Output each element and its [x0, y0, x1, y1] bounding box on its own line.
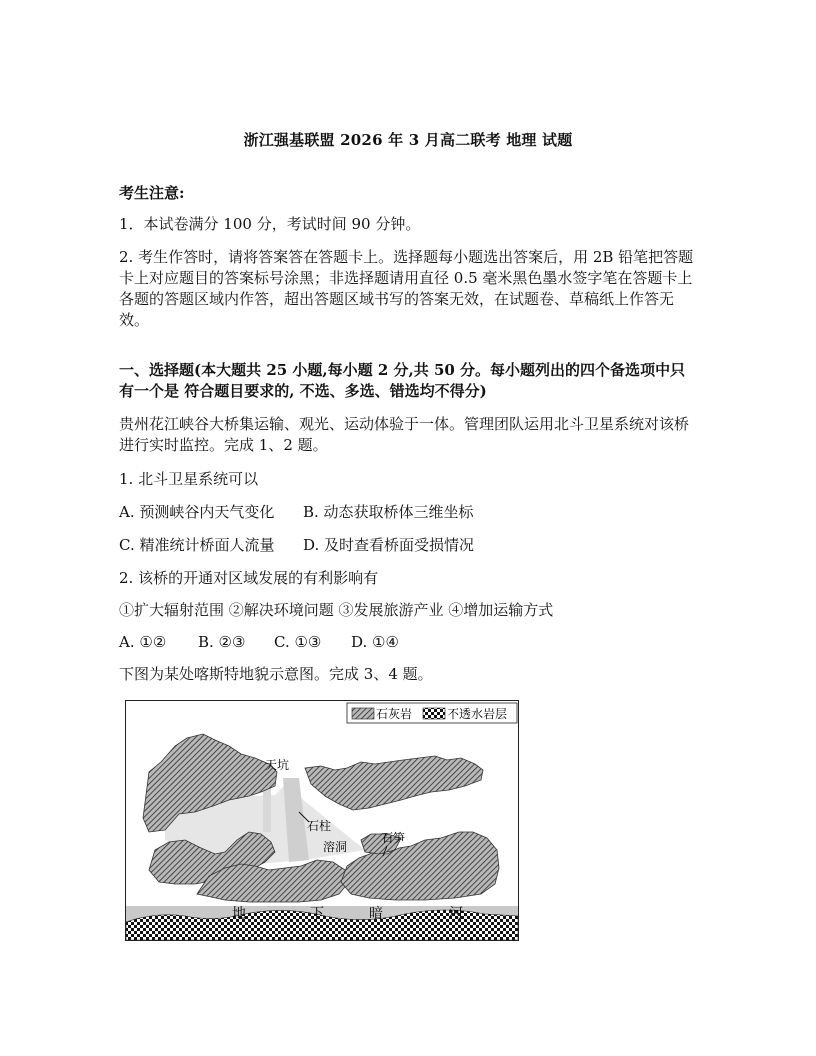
river-char-2: 下	[310, 906, 324, 922]
question-intro-1: 贵州花江峡谷大桥集运输、观光、运动体验于一体。管理团队运用北斗卫星系统对该桥进行实时监控。完成 1、2 题。	[119, 415, 690, 454]
option-2b: B. ②③	[198, 633, 246, 651]
label-rongdong: 溶洞	[323, 840, 348, 854]
question-intro-2: 下图为某处喀斯特地貌示意图。完成 3、4 题。	[119, 665, 433, 683]
option-1b: B. 动态获取桥体三维坐标	[303, 503, 474, 521]
river-char-3: 暗	[369, 906, 383, 922]
option-2a: A. ①②	[119, 633, 167, 651]
river-char-1: 地	[232, 906, 246, 922]
stalactite-drip	[263, 788, 271, 832]
question-2-stem: 2. 该桥的开通对区域发展的有利影响有	[119, 569, 379, 587]
label-tiankeng: 天坑	[265, 758, 290, 772]
option-1c: C. 精准统计桥面人流量	[119, 536, 275, 554]
karst-diagram-svg	[125, 700, 519, 941]
legend-impermeable-label: 不透水岩层	[447, 707, 508, 721]
question-1-options-row2	[119, 535, 474, 556]
option-2c: C. ①③	[274, 633, 322, 651]
label-shizhu: 石柱	[307, 819, 332, 833]
notice-item-1: 1．本试卷满分 100 分，考试时间 90 分钟。	[119, 215, 421, 233]
river-char-4: 河	[449, 906, 463, 922]
question-1-stem: 1. 北斗卫星系统可以	[119, 470, 259, 488]
question-1-options-row1	[119, 502, 474, 523]
question-2-options	[119, 632, 399, 653]
option-1d: D. 及时查看桥面受损情况	[303, 536, 475, 554]
legend-limestone-swatch	[352, 708, 374, 719]
notice-item-2: 2. 考生作答时，请将答案答在答题卡上。选择题每小题选出答案后，用 2B 铅笔把答题卡上对应题目的答案标号涂黑；非选择题请用直径 0.5 毫米黑色墨水签字笔在答题卡上各题的答题区域内作答，超出答题区域书写的答案无效，在试题卷、草稿纸上作答无效。	[119, 248, 694, 329]
label-shisun: 石笋	[381, 831, 406, 845]
option-2d: D. ①④	[351, 633, 399, 651]
option-1a: A. 预测峡谷内天气变化	[119, 503, 275, 521]
legend-limestone-label: 石灰岩	[376, 707, 413, 721]
section-heading: 一、选择题(本大题共 25 小题,每小题 2 分,共 50 分。每小题列出的四个备选项中只有一个是 符合题目要求的, 不选、多选、错选均不得分)	[119, 361, 686, 400]
karst-diagram	[125, 700, 519, 941]
legend-impermeable-swatch	[423, 708, 445, 719]
notice-heading: 考生注意:	[119, 184, 185, 202]
page-title: 浙江强基联盟 2026 年 3 月高二联考 地理 试题	[243, 131, 573, 149]
question-2-items: ①扩大辐射范围 ②解决环境问题 ③发展旅游产业 ④增加运输方式	[119, 601, 554, 619]
